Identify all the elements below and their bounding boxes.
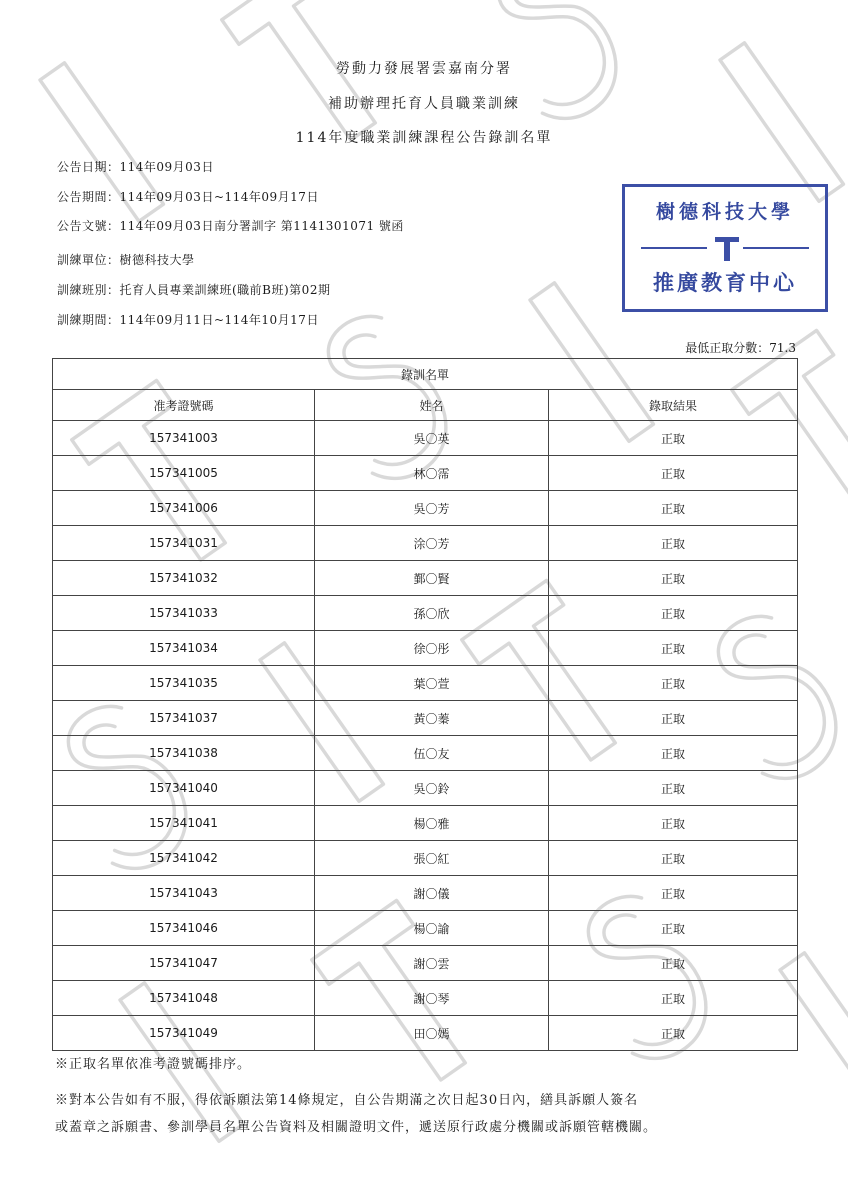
cell-exam-id: 157341006 — [53, 491, 315, 526]
cell-exam-id: 157341042 — [53, 841, 315, 876]
stamp-logo-icon — [713, 233, 741, 263]
cell-result: 正取 — [549, 666, 798, 701]
table-row — [53, 561, 798, 596]
table-row — [53, 1016, 798, 1051]
program-title: 補助辦理托育人員職業訓練 — [328, 96, 520, 112]
cell-exam-id: 157341040 — [53, 771, 315, 806]
cell-exam-id: 157341035 — [53, 666, 315, 701]
header-exam-id: 准考證號碼 — [53, 390, 315, 421]
cell-exam-id: 157341046 — [53, 911, 315, 946]
table-row — [53, 736, 798, 771]
cell-result: 正取 — [549, 736, 798, 771]
appeal-note-line2: 或蓋章之訴願書、參訓學員名單公告資料及相關證明文件，遞送原行政處分機關或訴願管轄機關。 — [55, 1120, 658, 1135]
table-row — [53, 666, 798, 701]
training-period: 訓練期間：114年09月11日~114年10月17日 — [57, 313, 319, 327]
cell-name: 伍〇友 — [315, 736, 549, 771]
cell-result: 正取 — [549, 701, 798, 736]
cell-result: 正取 — [549, 911, 798, 946]
cell-name: 徐〇彤 — [315, 631, 549, 666]
document-number: 公告文號：114年09月03日南分署訓字 第1141301071 號函 — [57, 219, 404, 233]
table-row — [53, 806, 798, 841]
cell-name: 謝〇琴 — [315, 981, 549, 1016]
cell-name: 張〇紅 — [315, 841, 549, 876]
cell-name: 吳〇芳 — [315, 491, 549, 526]
cell-result: 正取 — [549, 981, 798, 1016]
table-row — [53, 701, 798, 736]
min-score: 最低正取分數：71.3 — [685, 341, 796, 355]
table-row — [53, 911, 798, 946]
cell-result: 正取 — [549, 1016, 798, 1051]
cell-exam-id: 157341047 — [53, 946, 315, 981]
cell-exam-id: 157341038 — [53, 736, 315, 771]
table-row — [53, 771, 798, 806]
header-name: 姓名 — [315, 390, 549, 421]
cell-exam-id: 157341034 — [53, 631, 315, 666]
admission-table — [52, 358, 798, 1051]
table-row — [53, 456, 798, 491]
cell-name: 謝〇雲 — [315, 946, 549, 981]
cell-result: 正取 — [549, 806, 798, 841]
cell-name: 鄞〇賢 — [315, 561, 549, 596]
cell-result: 正取 — [549, 841, 798, 876]
announce-period: 公告期間：114年09月03日~114年09月17日 — [57, 190, 319, 204]
cell-name: 楊〇雅 — [315, 806, 549, 841]
cell-name: 謝〇儀 — [315, 876, 549, 911]
cell-name: 葉〇萱 — [315, 666, 549, 701]
table-row — [53, 491, 798, 526]
document-title: 114年度職業訓練課程公告錄訓名單 — [295, 130, 553, 146]
table-caption: 錄訓名單 — [53, 359, 798, 390]
stamp-bottom-text: 推廣教育中心 — [653, 271, 797, 295]
cell-result: 正取 — [549, 561, 798, 596]
cell-result: 正取 — [549, 876, 798, 911]
cell-result: 正取 — [549, 771, 798, 806]
table-row — [53, 981, 798, 1016]
cell-name: 楊〇諭 — [315, 911, 549, 946]
cell-name: 吳〇英 — [315, 421, 549, 456]
cell-exam-id: 157341041 — [53, 806, 315, 841]
table-row — [53, 841, 798, 876]
cell-name: 涂〇芳 — [315, 526, 549, 561]
cell-result: 正取 — [549, 491, 798, 526]
cell-name: 黃〇蓁 — [315, 701, 549, 736]
cell-exam-id: 157341033 — [53, 596, 315, 631]
table-row — [53, 631, 798, 666]
cell-result: 正取 — [549, 456, 798, 491]
cell-exam-id: 157341032 — [53, 561, 315, 596]
header-result: 錄取結果 — [549, 390, 798, 421]
appeal-note-line1: ※對本公告如有不服，得依訴願法第14條規定，自公告期滿之次日起30日內，繕具訴願人簽名 — [55, 1093, 639, 1108]
table-row — [53, 421, 798, 456]
cell-name: 林〇霈 — [315, 456, 549, 491]
cell-result: 正取 — [549, 631, 798, 666]
cell-exam-id: 157341048 — [53, 981, 315, 1016]
stamp-top-text: 樹德科技大學 — [655, 201, 794, 223]
cell-result: 正取 — [549, 946, 798, 981]
table-row — [53, 946, 798, 981]
training-unit: 訓練單位：樹德科技大學 — [57, 253, 195, 267]
cell-name: 吳〇鈴 — [315, 771, 549, 806]
stamp-rule-right — [743, 247, 809, 249]
class-name: 訓練班別：托育人員專業訓練班(職前B班)第02期 — [57, 283, 331, 297]
agency-title: 勞動力發展署雲嘉南分署 — [336, 61, 512, 77]
cell-exam-id: 157341003 — [53, 421, 315, 456]
cell-result: 正取 — [549, 526, 798, 561]
cell-exam-id: 157341049 — [53, 1016, 315, 1051]
table-body — [53, 421, 798, 1051]
sort-note: ※正取名單依准考證號碼排序。 — [55, 1057, 252, 1072]
cell-exam-id: 157341043 — [53, 876, 315, 911]
cell-exam-id: 157341037 — [53, 701, 315, 736]
cell-name: 田〇嫣 — [315, 1016, 549, 1051]
table-row — [53, 596, 798, 631]
official-stamp — [622, 184, 828, 312]
cell-exam-id: 157341005 — [53, 456, 315, 491]
table-row — [53, 526, 798, 561]
announce-date: 公告日期：114年09月03日 — [57, 160, 214, 174]
cell-result: 正取 — [549, 421, 798, 456]
stamp-rule-left — [641, 247, 707, 249]
cell-name: 孫〇欣 — [315, 596, 549, 631]
cell-exam-id: 157341031 — [53, 526, 315, 561]
cell-result: 正取 — [549, 596, 798, 631]
table-row — [53, 876, 798, 911]
